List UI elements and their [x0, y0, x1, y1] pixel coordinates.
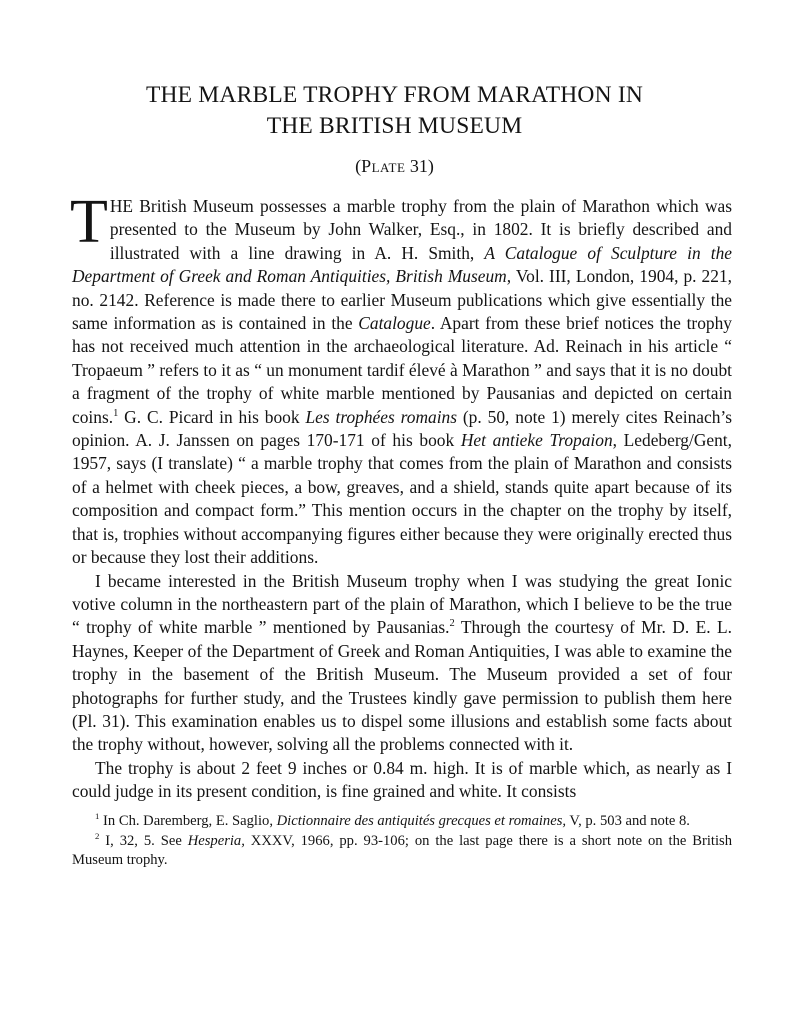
plate-label: Plate: [361, 156, 406, 176]
footnote-ref-1[interactable]: 1: [113, 407, 119, 419]
p1-text-f: , Ledeberg/Gent, 1957, says (I translate) “ a marble trophy that comes from the plain of Marathon and consists of a helmet with cheek pieces, a bow, greaves, and a shield, stands quite apart because of its composition and compact form.” This mention occurs in the chapter on the trophy by itself, that is, trophies without accompanying figures either because they were originally erected thus or because they lost their additions.: [72, 430, 732, 568]
p1-text-e: (p. 50, note 1) merely cites Reinach’s opinion. A. J. Janssen on pages 170-171 of his book: [72, 406, 732, 451]
p2-text-b: Through the courtesy of Mr. D. E. L. Haynes, Keeper of the Department of Greek and Roman Antiquities, I was able to examine the trophy in the basement of the British Museum. The Museum provided a set of four photographs for further study, and the Trustees kindly gave permission to publish them here (Pl. 31). This examination enables us to dispel some illusions and establish some facts about the trophy without, however, solving all the problems connected with it.: [72, 617, 733, 755]
plate-open-paren: (: [355, 156, 362, 176]
p1-text-c: . Apart from these brief notices the trophy has not received much attention in the archaeological literature. Ad. Reinach in his article “ Tropaeum ” refers to it as “ un monument tardif élevé à Marathon ” and says that it is no doubt a fragment of the trophy of white marble mentioned by Pausanias and depicted on certain coins.: [72, 313, 732, 427]
article-body: [70, 188, 733, 804]
footnote-2-text-a: I, 32, 5. See: [99, 832, 188, 849]
footnote-2-title: Hesperia,: [187, 832, 245, 849]
footnote-ref-2[interactable]: 2: [449, 618, 455, 630]
paragraph-1: [70, 188, 732, 570]
drop-cap: T: [70, 188, 108, 256]
article-title: [60, 80, 729, 142]
p1-catalogue-ref: Catalogue: [358, 313, 431, 334]
footnote-1: [72, 812, 732, 832]
plate-number: 31): [405, 156, 434, 176]
p3-text-a: The trophy is about 2 feet 9 inches or 0.84 m. high. It is of marble which, as nearly as I could judge in its present condition, is fine grained and white. It consists: [72, 757, 732, 802]
footnote-1-title: Dictionnaire des antiquités grecques et romaines,: [276, 813, 567, 829]
p1-text-a: HE British Museum possesses a marble trophy from the plain of Marathon which was presented to the Museum by John Walker, Esq., in 1802. It is briefly described and illustrated with a line drawing in A. H. Smith,: [109, 196, 732, 263]
paragraph-2: [72, 570, 732, 757]
p1-text-d: G. C. Picard in his book: [118, 406, 306, 427]
p1-picard-title: Les trophées romains: [305, 406, 457, 427]
title-line-1: THE MARBLE TROPHY FROM MARATHON IN: [145, 82, 644, 108]
p2-text-a: I became interested in the British Museum trophy when I was studying the great Ionic votive column in the northeastern part of the plain of Marathon, which I believe to be the true “ trophy of white marble ” mentioned by Pausanias.: [72, 570, 732, 638]
p1-catalogue-title: A Catalogue of Sculpture in the Department of Greek and Roman Antiquities, British Museum,: [72, 242, 732, 287]
p1-janssen-title: Het antieke Tropaion: [460, 430, 613, 451]
plate-reference: [0, 155, 789, 177]
footnote-2-text-b: XXXV, 1966, pp. 93-106; on the last page there is a short note on the British Museum trophy.: [72, 832, 732, 868]
footnote-1-text-b: V, p. 503 and note 8.: [566, 813, 690, 829]
footnote-1-text-a: In Ch. Daremberg, E. Saglio,: [99, 813, 277, 829]
footnote-2: [72, 832, 732, 871]
paragraph-3: [72, 757, 732, 804]
title-line-2: THE BRITISH MUSEUM: [266, 113, 523, 139]
footnote-1-number: 1: [95, 811, 100, 822]
p1-text-b: Vol. III, London, 1904, p. 221, no. 2142. Reference is made there to earlier Museum publications which give essentially the same information as is contained in the: [72, 266, 732, 334]
footnote-2-number: 2: [95, 830, 100, 841]
footnotes: [72, 812, 732, 871]
